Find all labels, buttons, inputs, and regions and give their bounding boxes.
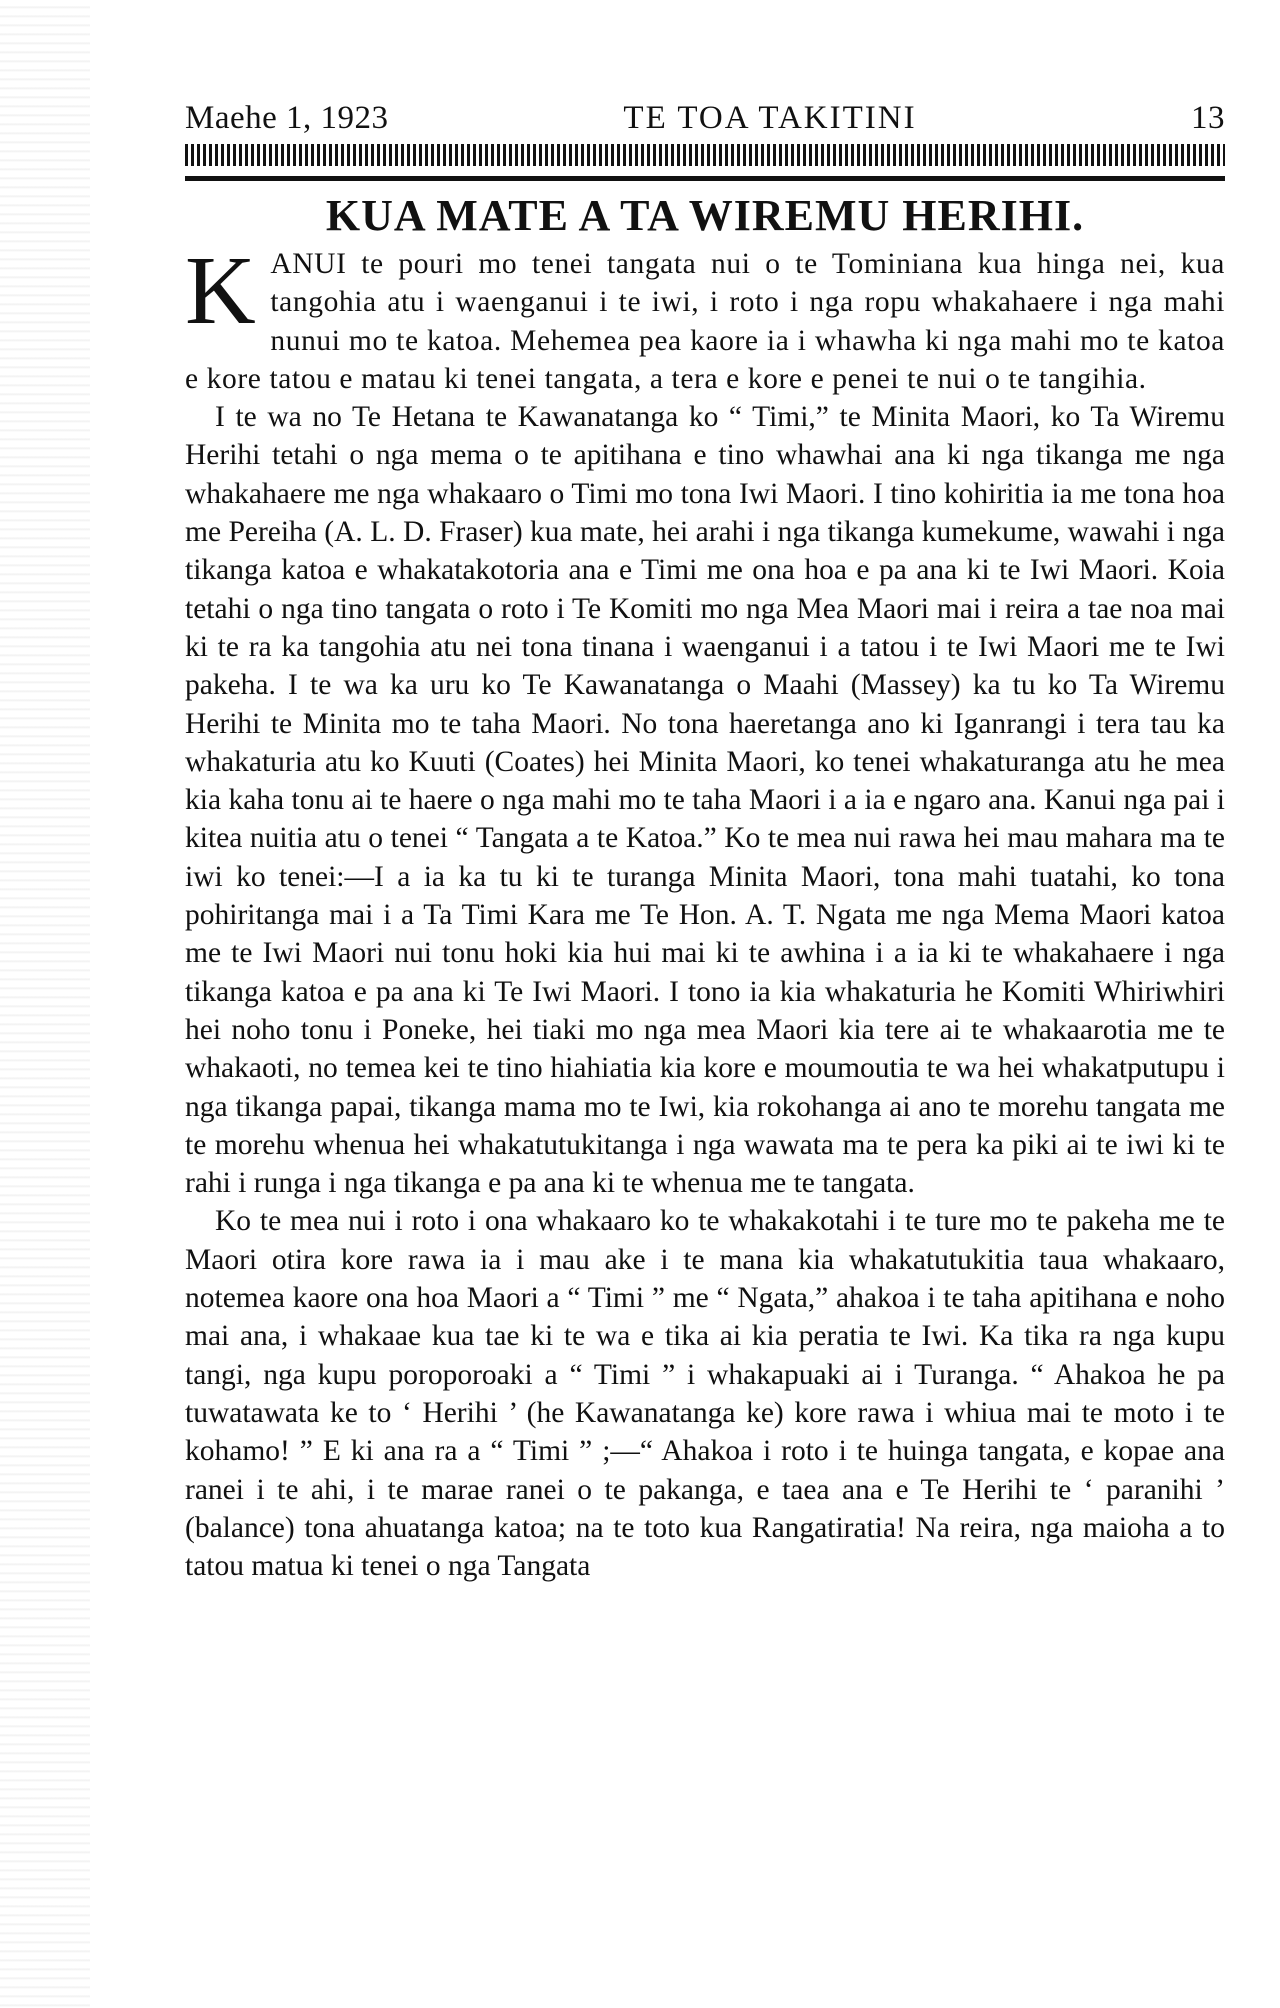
article-body — [185, 237, 1225, 1585]
issue-date: Maehe 1, 1923 — [185, 100, 389, 136]
paragraph-text: ANUI te pouri mo tenei tangata nui o te Tominiana kua hinga nei, kua tangohia atu i waenganui i te iwi, i roto i nga ropu whakahaere i nga mahi nunui mo te katoa. Mehemea pea kaore ia i whawha ki nga mahi mo te katoa e kore tatou e matau ki tenei tangata, a tera e kore e penei te nui o te tangihia. — [185, 248, 1225, 395]
page-number: 13 — [1191, 100, 1225, 136]
newspaper-page — [185, 100, 1225, 1585]
publication-title: TE TOA TAKITINI — [623, 100, 917, 136]
article-paragraph-2: I te wa no Te Hetana te Kawanatanga ko “ Timi,” te Minita Maori, ko Ta Wiremu Herihi tetahi o nga mema o te apitihana e tino whawhai ana ki nga tikanga me nga whakahaere me nga whakaaro o Timi mo tona Iwi Maori. I tino kohiritia ia me tona hoa me Pereiha (A. L. D. Fraser) kua mate, hei arahi i nga tikanga kumekume, wawahi i nga tikanga katoa e whakatakotoria ana e Timi me ona hoa e pa ana ki te Iwi Maori. Koia tetahi o nga tino tangata o roto i Te Komiti mo nga Mea Maori mai i reira a tae noa mai ki te ra ka tangohia atu nei tona tinana i waenganui i a tatou i te Iwi Maori me te Iwi pakeha. I te wa ka uru ko Te Kawanatanga o Maahi (Massey) ka tu ko Ta Wiremu Herihi te Minita mo te taha Maori. No tona haeretanga ano ki Iganrangi i tera tau ka whakaturia atu ko Kuuti (Coates) hei Minita Maori, ko tenei whakaturanga atu he mea kia kaha tonu ai te haere o nga mahi mo te taha Maori i a ia e ngaro ana. Kanui nga pai i kitea nuitia atu o tenei “ Tangata a te Katoa.” Ko te mea nui rawa hei mau mahara ma te iwi ko tenei:—I a ia ka tu ki te turanga Minita Maori, tona mahi tuatahi, ko tona pohiritanga mai i a Ta Timi Kara me Te Hon. A. T. Ngata me nga Mema Maori katoa me te Iwi Maori nui tonu hoki kia hui mai ki te awhina i a ia ki te whakahaere i nga tikanga katoa e pa ana ki Te Iwi Maori. I tono ia kia whakaturia he Komiti Whiriwhiri hei noho tonu i Poneke, hei tiaki mo nga mea Maori kia tere ai te whakaarotia me te whakaoti, no temea kei te tino hiahiatia kia kore e moumoutia te wa hei whakatputupu i nga tikanga papai, tikanga mama mo te Iwi, kia rokohanga ai ano te morehu tangata me te morehu whenua hei whakatutukitanga i nga wawata ma te pera ka piki ai te iwi ki te rahi i runga i nga tikanga e pa ana ki te whenua me te tangata. — [185, 401, 1225, 1200]
running-header — [185, 100, 1225, 140]
article-paragraph-1 — [185, 237, 1225, 398]
article-title: KUA MATE A TA WIREMU HERIHI. — [325, 191, 1085, 240]
drop-cap: K — [185, 237, 257, 345]
article-paragraph-3: Ko te mea nui i roto i ona whakaaro ko te whakakotahi i te ture mo te pakeha me te Maori otira kore rawa ia i mau ake i te mana kia whakatutukitia taua whakaaro, notemea kaore ona hoa Maori a “ Timi ” me “ Ngata,” ahakoa i te taha apitihana e noho mai ana, i whakaae kua tae ki te wa e tika ai kia peratia te Iwi. Ka tika ra nga kupu tangi, nga kupu poroporoaki a “ Timi ” i whakapuaki ai i Turanga. “ Ahakoa he pa tuwatawata ke to ‘ Herihi ’ (he Kawanatanga ke) kore rawa i whiua mai te moto i te kohamo! ” E ki ana ra a “ Timi ” ;—“ Ahakoa i roto i te huinga tangata, e kopae ana ranei i te ahi, i te marae ranei o te pakanga, e taea ana e Te Herihi te ‘ paranihi ’ (balance) tona ahuatanga katoa; na te toto kua Rangatiratia! Na reira, nga maioha a to tatou matua ki tenei o nga Tangata — [185, 1205, 1225, 1583]
decorative-border — [185, 144, 1225, 166]
scan-gutter-edge — [0, 0, 90, 2008]
header-rule — [185, 176, 1225, 181]
